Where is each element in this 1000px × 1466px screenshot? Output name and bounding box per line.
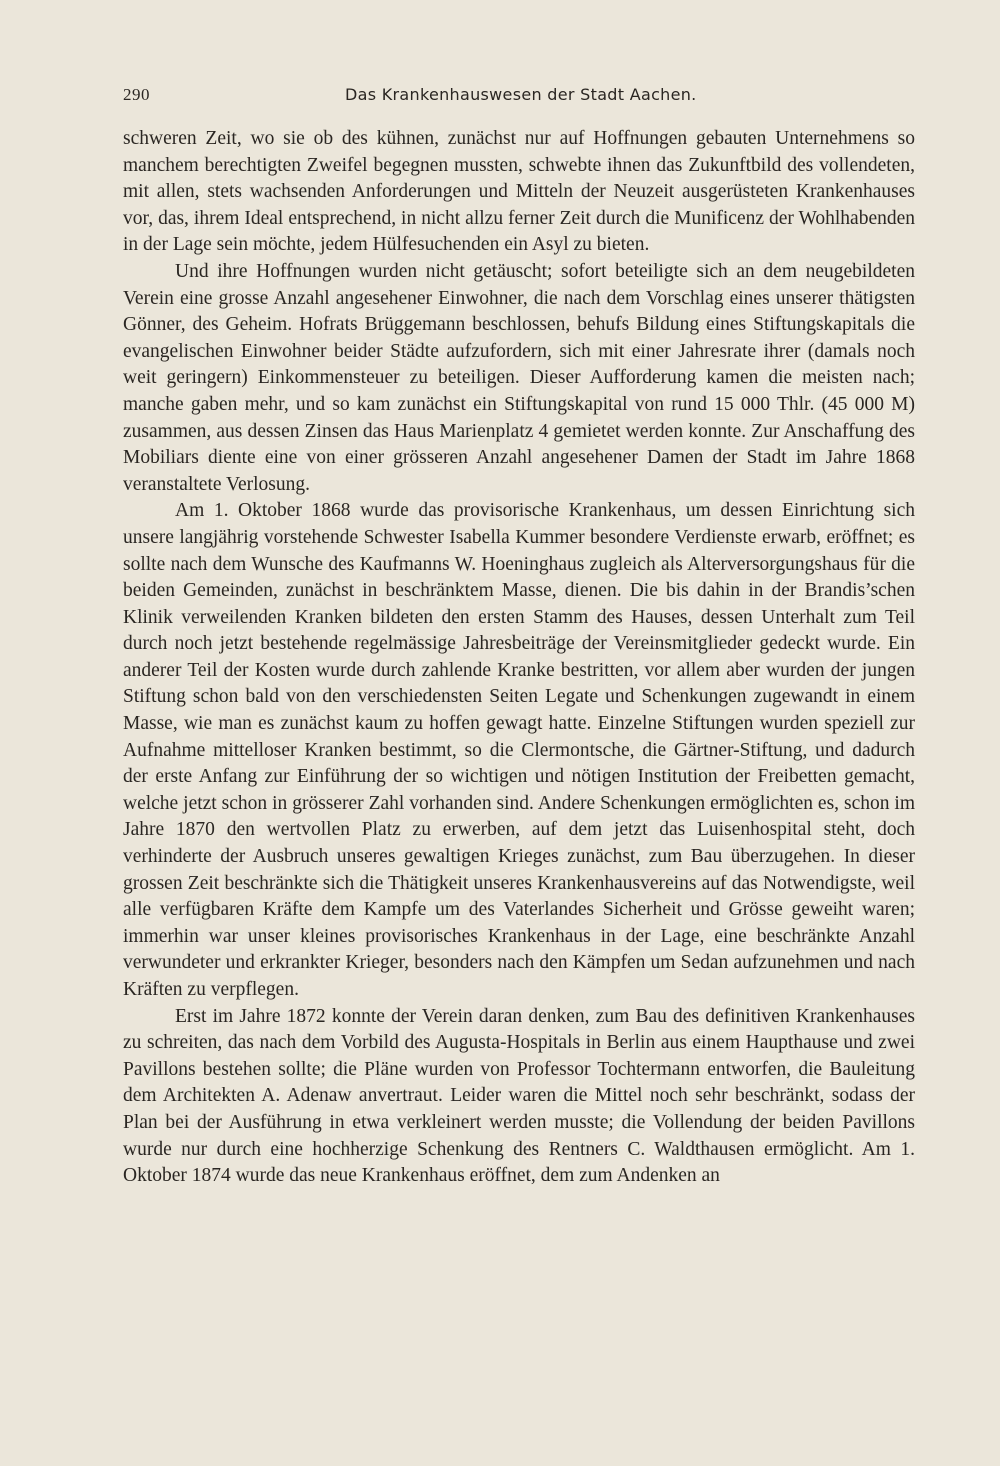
body-text [123,126,915,1190]
page-number: 290 [123,85,150,104]
paragraph: Und ihre Hoffnungen wurden nicht getäuscht; sofort beteiligte sich an dem neugebildeten Verein eine grosse Anzahl angesehener Einwohner, die nach dem Vorschlag eines unserer thätigsten Gönner, des Geheim. Hofrats Brüggemann beschlossen, behufs Bildung eines Stiftungskapitals die evangelischen Einwohner beider Städte aufzufordern, sich mit einer Jahresrate ihrer (damals noch weit geringern) Einkommensteuer zu beteiligen. Dieser Aufforderung kamen die meisten nach; manche gaben mehr, und so kam zunächst ein Stiftungskapital von rund 15 000 Thlr. (45 000 M) zusammen, aus dessen Zinsen das Haus Marienplatz 4 gemietet werden konnte. Zur Anschaffung des Mobiliars diente eine von einer grösseren Anzahl angesehener Damen der Stadt im Jahre 1868 veranstaltete Verlosung. [123,260,915,495]
running-head [123,85,915,111]
paragraph-continued: schweren Zeit, wo sie ob des kühnen, zunächst nur auf Hoffnungen gebauten Unternehmens so manchem berechtigten Zweifel begegnen mussten, schwebte ihnen das Zukunftbild des vollendeten, mit allen, stets wachsenden Anforderungen und Mitteln der Neuzeit ausgerüsteten Krankenhauses vor, das, ihrem Ideal entsprechend, in nicht allzu ferner Zeit durch die Munificenz der Wohlhabenden in der Lage sein möchte, jedem Hülfesuchenden ein Asyl zu bieten. [123,128,915,256]
paragraph: Am 1. Oktober 1868 wurde das provisorische Krankenhaus, um dessen Einrichtung sich unsere langjährig vorstehende Schwester Isabella Kummer besondere Verdienste erwarb, eröffnet; es sollte nach dem Wunsche des Kaufmanns W. Hoeninghaus zugleich als Alterversorgungshaus für die beiden Gemeinden, zunächst in beschränktem Masse, dienen. Die bis dahin in der Brandis’schen Klinik verweilenden Kranken bildeten den ersten Stamm des Hauses, dessen Unterhalt zum Teil durch noch jetzt bestehende regelmässige Jahresbeiträge der Vereinsmitglieder gedeckt wurde. Ein anderer Teil der Kosten wurde durch zahlende Kranke bestritten, vor allem aber wurden der jungen Stiftung schon bald von den verschiedensten Seiten Legate und Schenkungen zugewandt in einem Masse, wie man es zunächst kaum zu hoffen gewagt hatte. Einzelne Stiftungen wurden speziell zur Aufnahme mittelloser Kranken bestimmt, so die Clermontsche, die Gärtner-Stiftung, und dadurch der erste Anfang zur Einführung der so wichtigen und nötigen Institution der Freibetten gemacht, welche jetzt schon in grösserer Zahl vorhanden sind. Andere Schenkungen ermöglichten es, schon im Jahre 1870 den wertvollen Platz zu erwerben, auf dem jetzt das Luisenhospital steht, doch verhinderte der Ausbruch unseres gewaltigen Krieges zunächst, zum Bau überzugehen. In dieser grossen Zeit beschränkte sich die Thätigkeit unseres Krankenhausvereins auf das Notwendigste, weil alle verfügbaren Kräfte dem Kampfe um des Vaterlandes Sicherheit und Grösse geweiht waren; immerhin war unser kleines provisorisches Krankenhaus in der Lage, eine beschränkte Anzahl verwundeter und erkrankter Krieger, besonders nach den Kämpfen um Sedan aufzunehmen und nach Kräften zu verpflegen. [123,500,915,1000]
header-title: Das Krankenhauswesen der Stadt Aachen. [345,85,697,104]
paragraph: Erst im Jahre 1872 konnte der Verein daran denken, zum Bau des definitiven Krankenhauses zu schreiten, das nach dem Vorbild des Augusta-Hospitals in Berlin aus einem Haupthause und zwei Pavillons bestehen sollte; die Pläne wurden von Professor Tochtermann entworfen, die Bauleitung dem Architekten A. Adenaw anvertraut. Leider waren die Mittel noch sehr beschränkt, sodass der Plan bei der Ausführung in etwa verkleinert werden musste; die Vollendung der beiden Pavillons wurde nur durch eine hochherzige Schenkung des Rentners C. Waldthausen ermöglicht. Am 1. Oktober 1874 wurde das neue Krankenhaus eröffnet, dem zum Andenken an [123,1005,915,1187]
